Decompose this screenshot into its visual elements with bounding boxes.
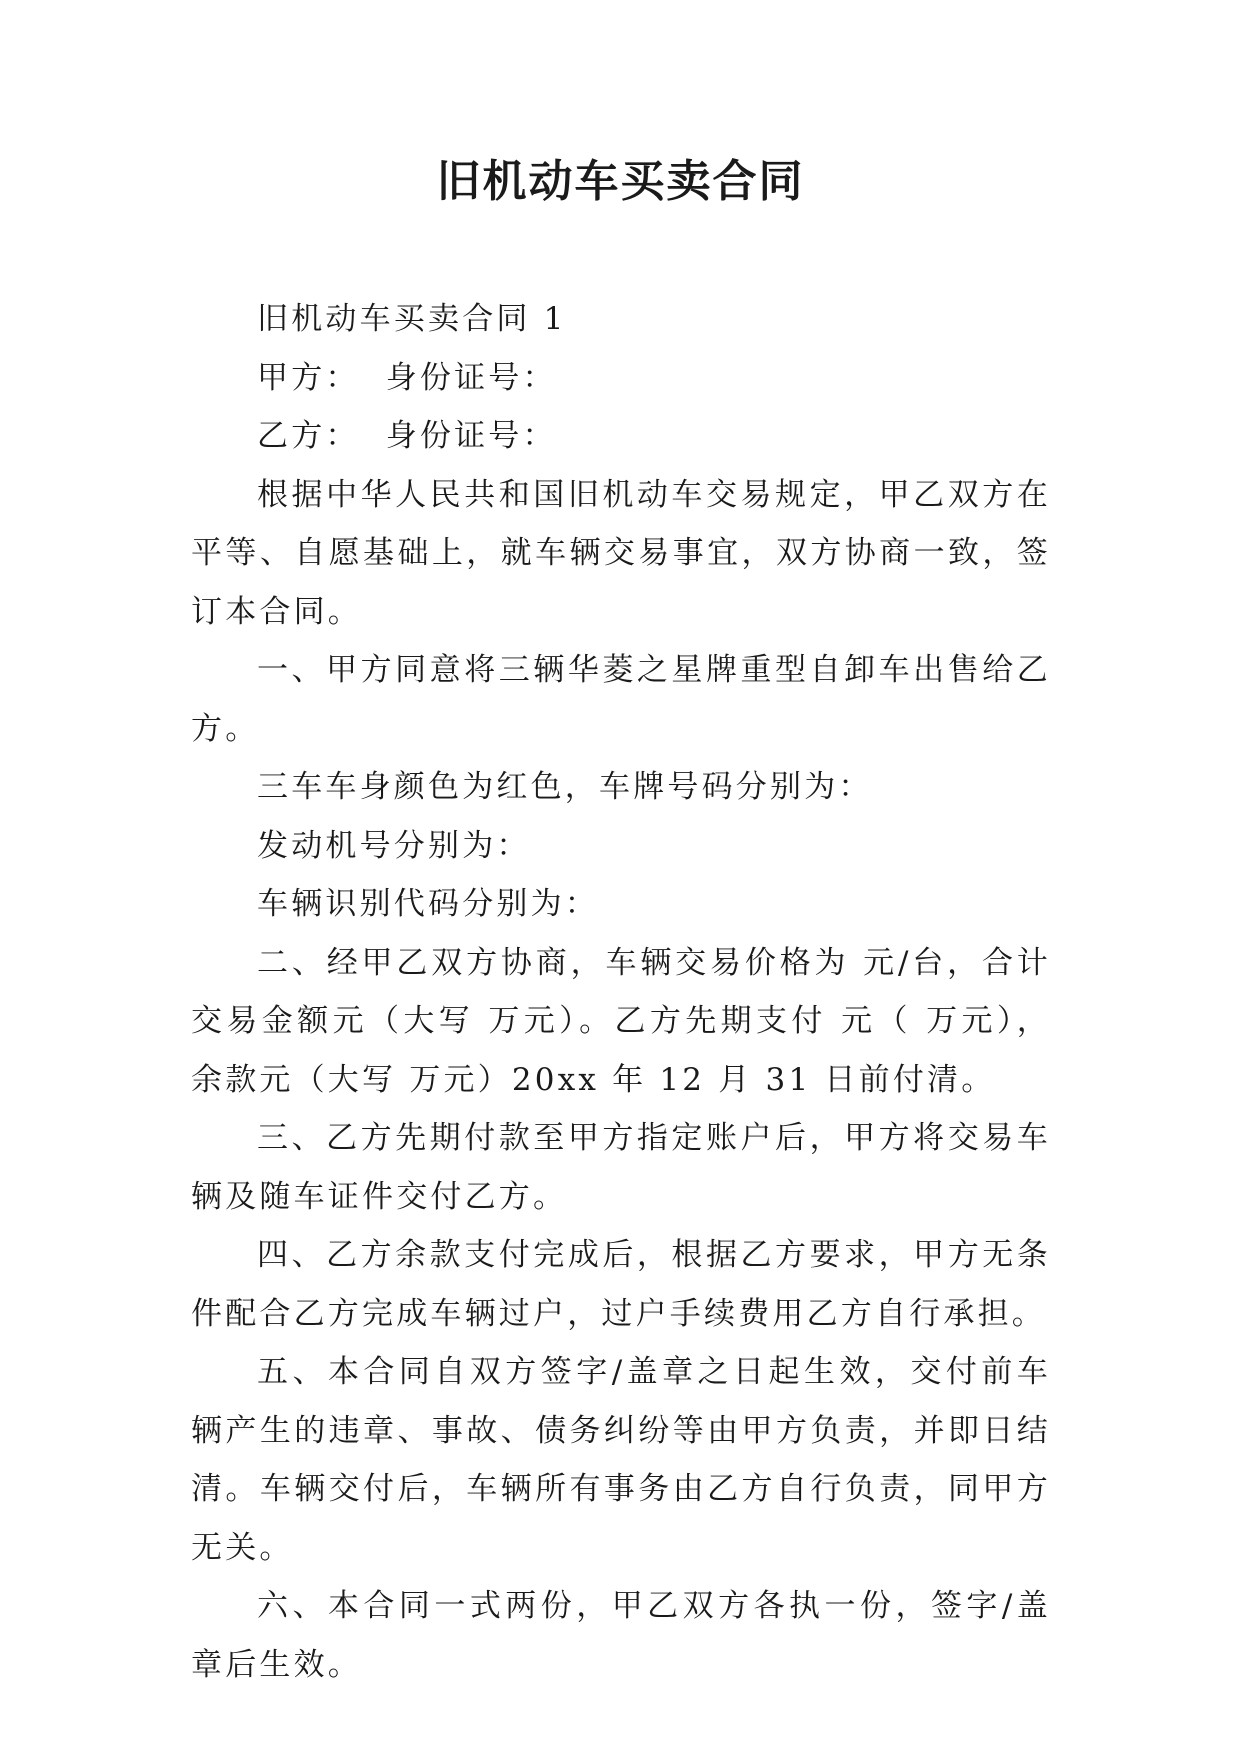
vin-codes: 车辆识别代码分别为：: [257, 886, 599, 922]
document-title: 旧机动车买卖合同: [436, 156, 805, 207]
clause-2: 二、经甲乙双方协商，车辆交易价格为 元/台，合计交易金额元（大写 万元）。乙方先期支付 元（ 万元），余款元（大写 万元）20xx 年 12 月 31 日前付清。: [191, 944, 1051, 1098]
party-a-line: 甲方： 身份证号：: [257, 359, 557, 396]
clause-3: 三、乙方先期付款至甲方指定账户后，甲方将交易车辆及随车证件交付乙方。: [191, 1120, 1051, 1215]
party-b-line: 乙方： 身份证号：: [257, 418, 557, 454]
document-body: [191, 290, 1051, 1694]
clause-5: 五、本合同自双方签字/盖章之日起生效，交付前车辆产生的违章、事故、债务纠纷等由甲方负责，并即日结清。车辆交付后，车辆所有事务由乙方自行负责，同甲方无关。: [191, 1354, 1051, 1566]
engine-numbers: 发动机号分别为：: [257, 827, 531, 864]
contract-subtitle: 旧机动车买卖合同 1: [257, 301, 567, 337]
clause-4: 四、乙方余款支付完成后，根据乙方要求，甲方无条件配合乙方完成车辆过户，过户手续费用乙方自行承担。: [191, 1237, 1051, 1332]
clause-1: 一、甲方同意将三辆华菱之星牌重型自卸车出售给乙方。: [191, 652, 1051, 747]
clause-6: 六、本合同一式两份，甲乙双方各执一份，签字/盖章后生效。: [191, 1588, 1051, 1683]
preamble-paragraph: 根据中华人民共和国旧机动车交易规定，甲乙双方在平等、自愿基础上，就车辆交易事宜，双方协商一致，签订本合同。: [191, 476, 1051, 630]
vehicle-color-plates: 三车车身颜色为红色，车牌号码分别为：: [257, 769, 873, 805]
